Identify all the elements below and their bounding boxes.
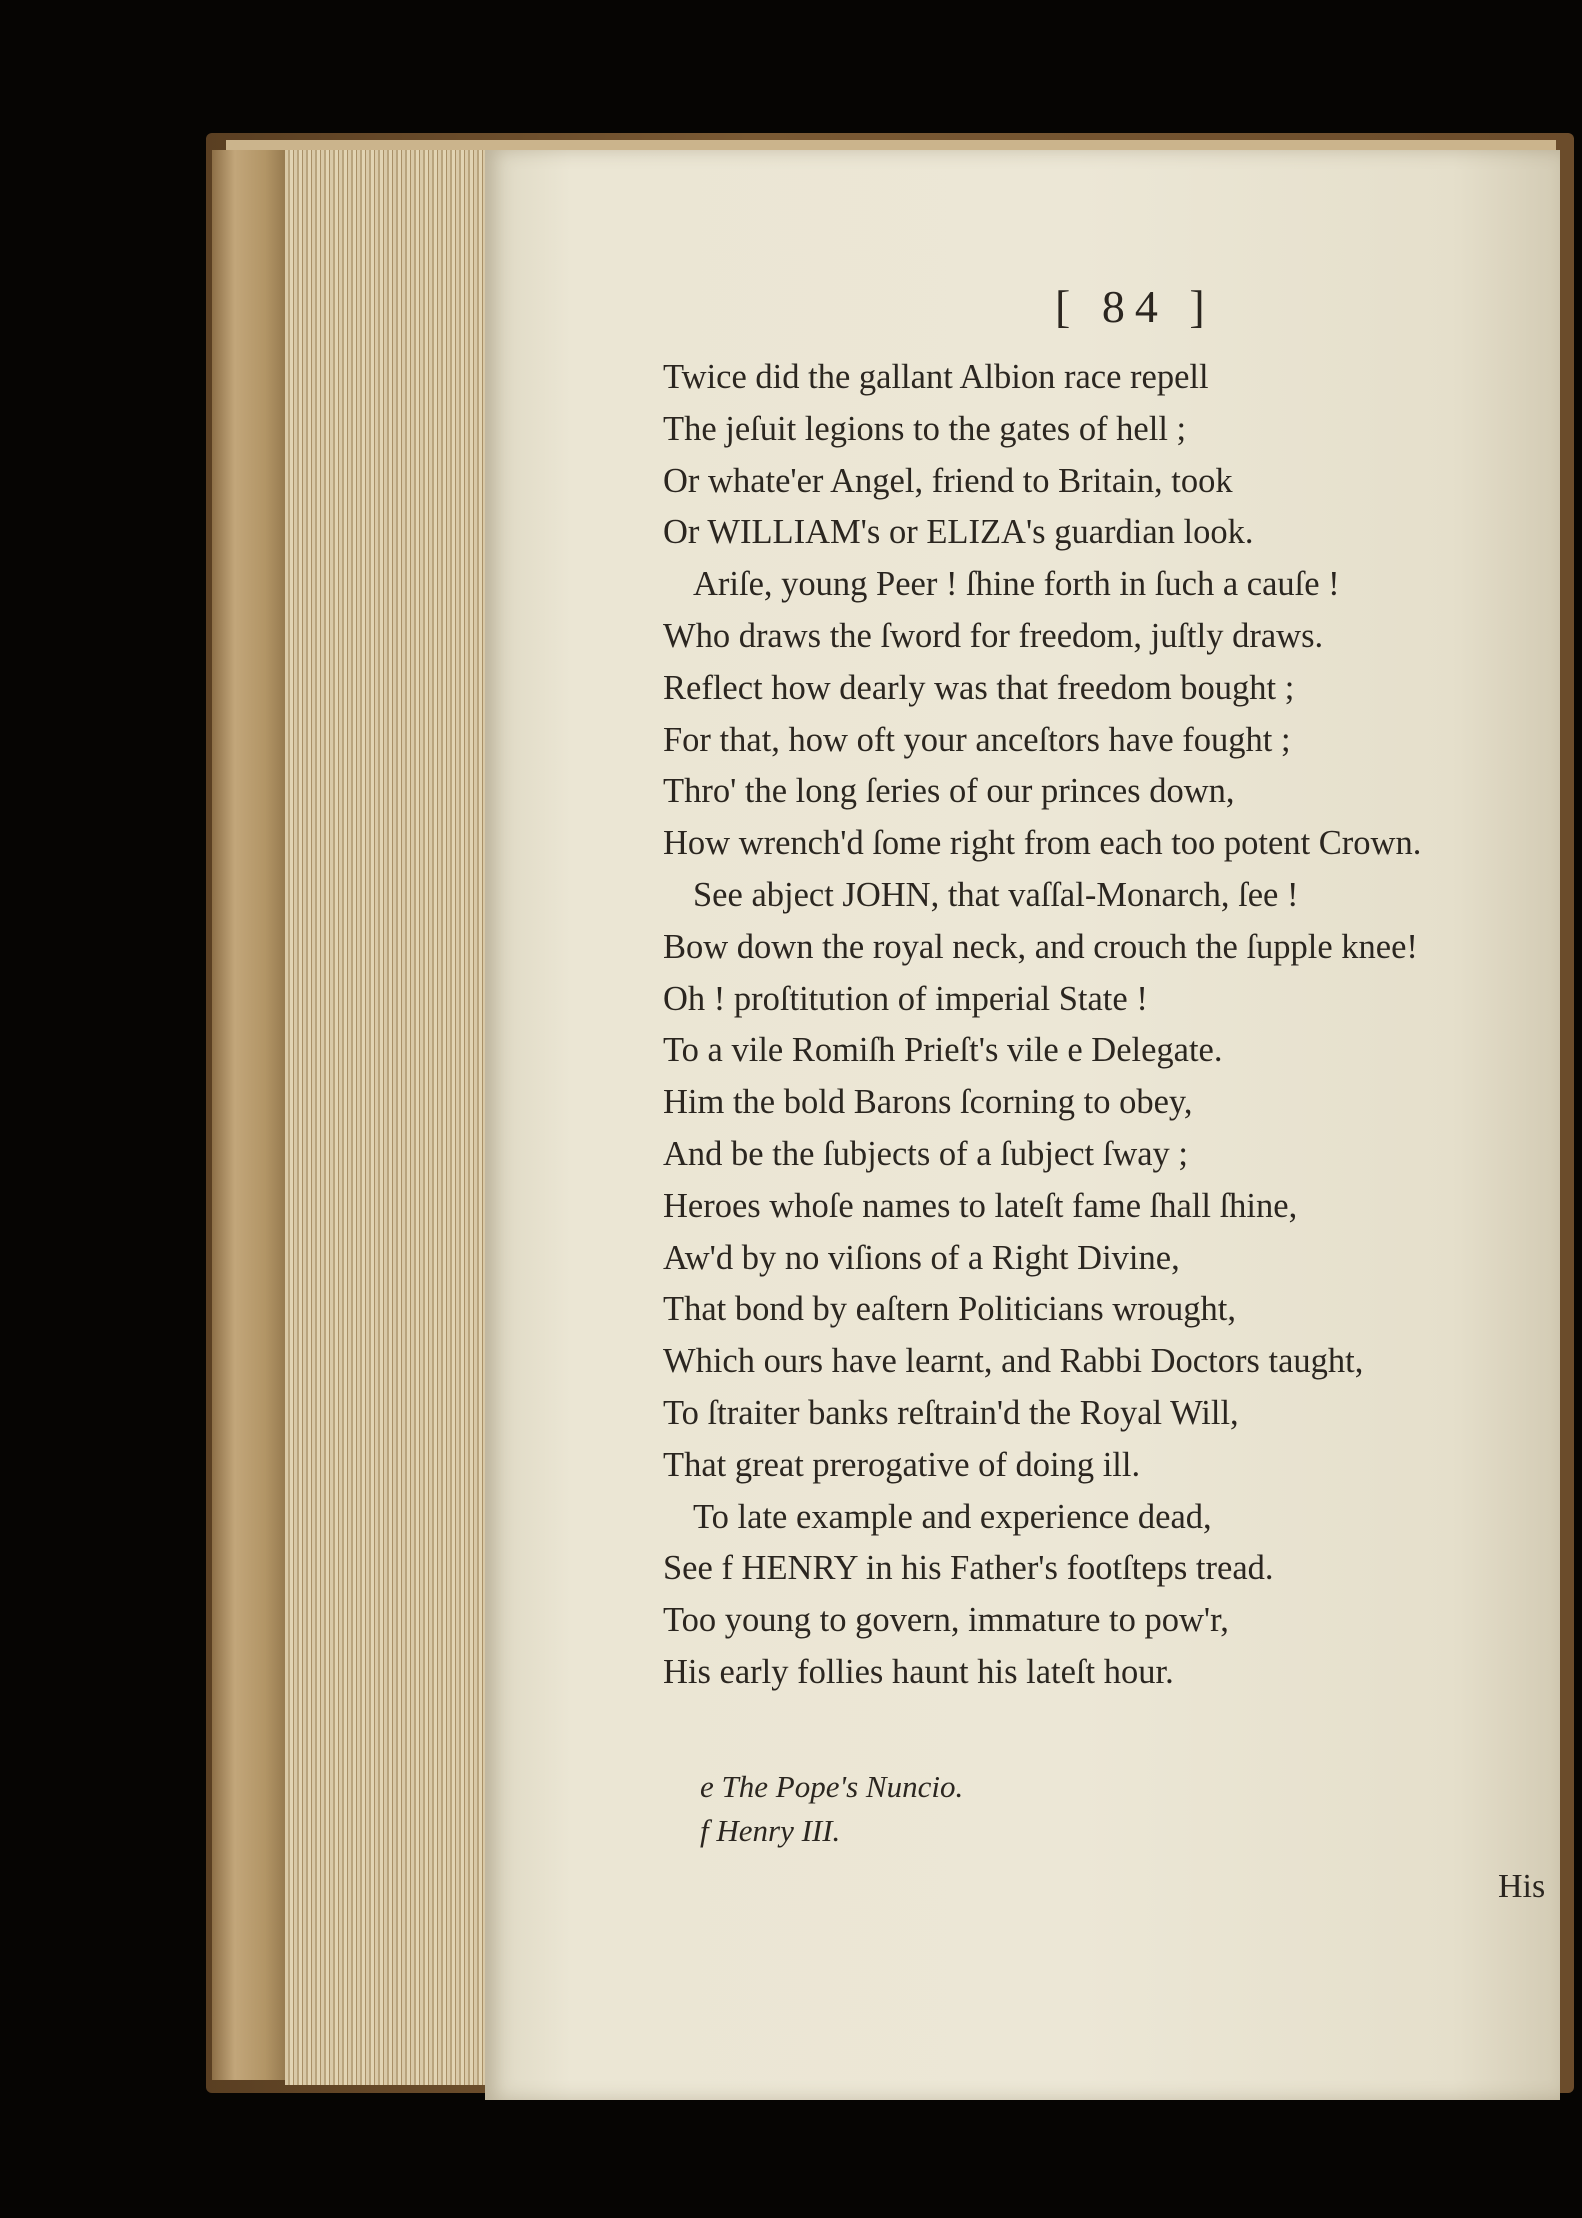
poem-line: To ſtraiter banks reſtrain'd the Royal Will, bbox=[663, 1393, 1239, 1432]
poem-line: Or whate'er Angel, friend to Britain, took bbox=[663, 461, 1233, 500]
poem-line: Heroes whoſe names to lateſt fame ſhall ſhine, bbox=[663, 1186, 1298, 1225]
poem-line: And be the ſubjects of a ſubject ſway ; bbox=[663, 1134, 1189, 1173]
poem-line: That bond by eaſtern Politicians wrought, bbox=[663, 1290, 1236, 1329]
page-edges bbox=[285, 150, 485, 2085]
poem-line: Reflect how dearly was that freedom bought ; bbox=[663, 668, 1295, 707]
fore-edge-board bbox=[212, 150, 288, 2080]
poem-line: How wrench'd ſome right from each too potent Crown. bbox=[663, 824, 1422, 863]
catchword: His bbox=[1498, 1868, 1546, 1905]
poem-line: Who draws the ſword for freedom, juſtly draws. bbox=[663, 616, 1324, 655]
poem-line: Bow down the royal neck, and crouch the ſupple knee! bbox=[663, 927, 1418, 966]
poem-line: His early follies haunt his lateſt hour. bbox=[663, 1652, 1174, 1691]
poem-line: Too young to govern, immature to pow'r, bbox=[663, 1601, 1229, 1640]
poem-line: Which ours have learnt, and Rabbi Doctors taught, bbox=[663, 1342, 1364, 1381]
poem-line: For that, how oft your anceſtors have fought ; bbox=[663, 720, 1291, 759]
poem-line: Thro' the long ſeries of our princes down, bbox=[663, 772, 1235, 811]
poem-line: To a vile Romiſh Prieſt's vile e Delegate. bbox=[663, 1031, 1223, 1070]
poem-line: The jeſuit legions to the gates of hell ; bbox=[663, 409, 1187, 448]
poem-line: See abject JOHN, that vaſſal-Monarch, ſee ! bbox=[693, 875, 1299, 914]
page-number: [ 84 ] bbox=[1055, 281, 1215, 332]
poem-line: Twice did the gallant Albion race repell bbox=[663, 358, 1209, 396]
poem-line: Him the bold Barons ſcorning to obey, bbox=[663, 1083, 1193, 1122]
footnotes bbox=[700, 1765, 963, 1853]
poem-line: Oh ! proſtitution of imperial State ! bbox=[663, 979, 1148, 1018]
poem-line: Or WILLIAM's or ELIZA's guardian look. bbox=[663, 513, 1254, 552]
poem-line: Ariſe, young Peer ! ſhine forth in ſuch a cauſe ! bbox=[693, 565, 1340, 604]
footnote: f Henry III. bbox=[700, 1813, 841, 1848]
poem-line: That great prerogative of doing ill. bbox=[663, 1445, 1141, 1484]
poem-line: See f HENRY in his Father's footſteps tread. bbox=[663, 1549, 1274, 1588]
poem-text bbox=[663, 352, 1421, 1699]
poem-line: To late example and experience dead, bbox=[693, 1497, 1212, 1536]
footnote: e The Pope's Nuncio. bbox=[700, 1769, 964, 1804]
poem-line: Aw'd by no viſions of a Right Divine, bbox=[663, 1238, 1180, 1277]
